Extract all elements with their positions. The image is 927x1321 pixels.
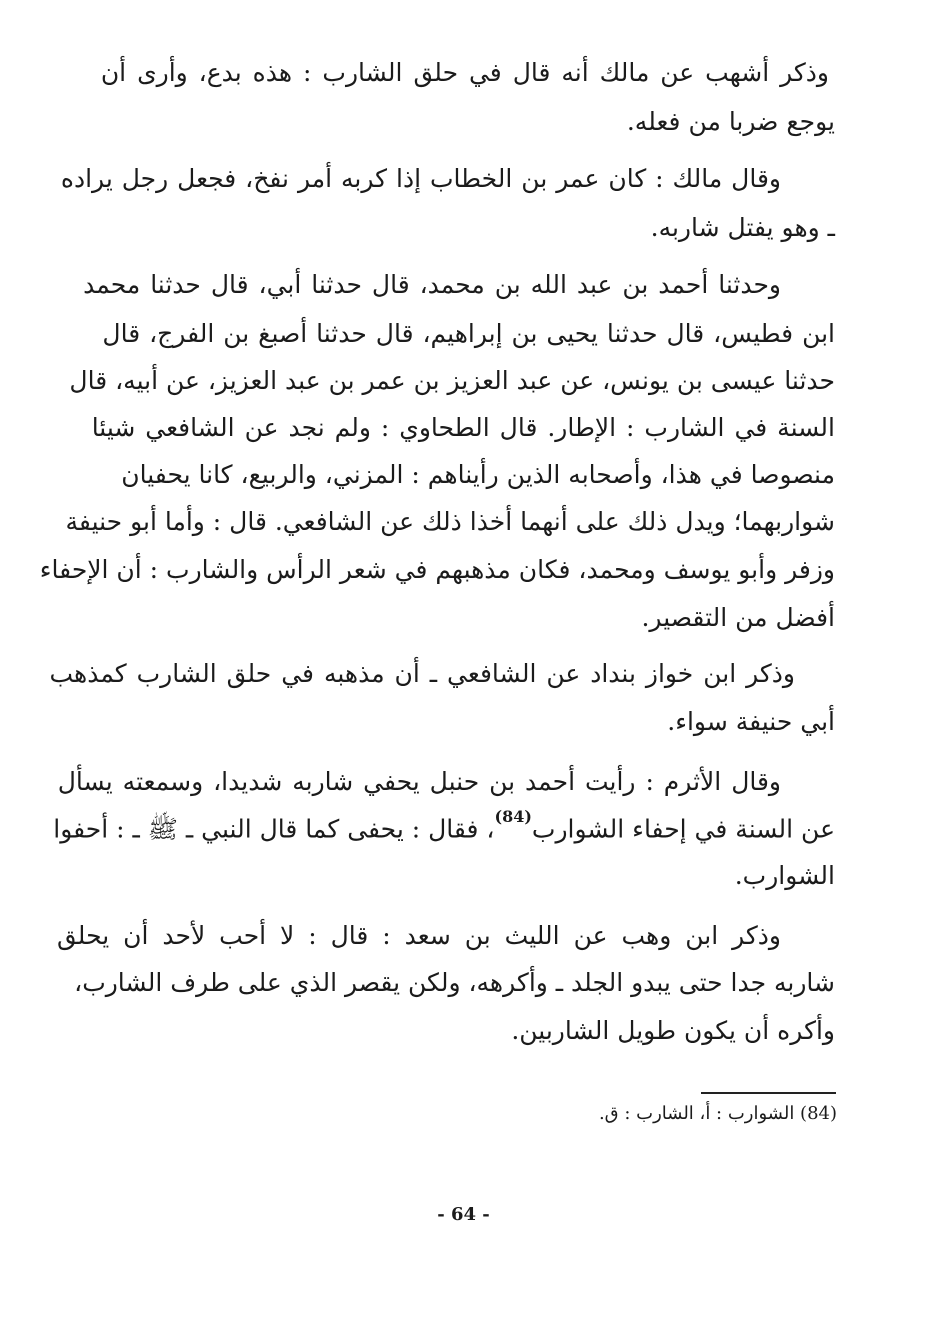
footnote-reference: (84) <box>494 807 532 826</box>
footnote-text: (84) الشوارب : أ، الشارب : ق. <box>598 1103 837 1124</box>
text-line-20: وأكره أن يكون طويل الشاربين. <box>511 1016 835 1045</box>
text-line-10: شواربهما؛ ويدل ذلك على أنهما أخذا ذلك عن الشافعي. قال : وأما أبو حنيفة <box>65 507 835 536</box>
text-line-16 <box>53 807 835 844</box>
text-line-6: ابن فطيس، قال حدثنا يحيى بن إبراهيم، قال حدثنا أصبغ بن الفرج، قال <box>102 319 835 348</box>
text-line-16-end: ، فقال : يحفى كما قال النبي ـ ﷺ ـ : أحفوا <box>53 814 495 844</box>
text-line-5: وحدثنا أحمد بن عبد الله بن محمد، قال حدثنا أبي، قال حدثنا محمد <box>83 270 781 299</box>
text-line-13: وذكر ابن خواز بنداد عن الشافعي ـ أن مذهبه في حلق الشارب كمذهب <box>49 659 795 688</box>
text-line-18: وذكر ابن وهب عن الليث بن سعد : قال : لا أحب لأحد أن يحلق <box>56 921 781 950</box>
page-number: - 64 - <box>437 1204 490 1225</box>
text-line-11: وزفر وأبو يوسف ومحمد، فكان مذهبهم في شعر الرأس والشارب : أن الإحفاء <box>39 555 835 584</box>
text-line-17: الشوارب. <box>734 861 835 890</box>
text-line-4: ـ وهو يفتل شاربه. <box>650 213 835 242</box>
text-line-15: وقال الأثرم : رأيت أحمد بن حنبل يحفي شاربه شديدا، وسمعته يسأل <box>57 767 781 796</box>
text-line-1: وذكر أشهب عن مالك أنه قال في حلق الشارب : هذه بدع، وأرى أن <box>100 58 829 87</box>
text-line-9: منصوصا في هذا، وأصحابه الذين رأيناهم : المزني، والربيع، كانا يحفيان <box>121 460 835 489</box>
text-line-16-start: عن السنة في إحفاء الشوارب <box>531 814 835 844</box>
text-line-3: وقال مالك : كان عمر بن الخطاب إذا كربه أمر نفخ، فجعل رجل يراده <box>60 164 781 193</box>
text-line-14: أبي حنيفة سواء. <box>667 707 835 736</box>
footnote-divider <box>701 1092 836 1094</box>
text-line-2: يوجع ضربا من فعله. <box>626 107 835 136</box>
text-line-7: حدثنا عيسى بن يونس، عن عبد العزيز بن عمر بن عبد العزيز، عن أبيه، قال <box>69 366 835 395</box>
text-line-8: السنة في الشارب : الإطار. قال الطحاوي : ولم نجد عن الشافعي شيئا <box>91 413 835 442</box>
text-line-12: أفضل من التقصير. <box>641 603 835 632</box>
text-line-19: شاربه جدا حتى يبدو الجلد ـ وأكرهه، ولكن يقصر الذي على طرف الشارب، <box>74 968 835 997</box>
